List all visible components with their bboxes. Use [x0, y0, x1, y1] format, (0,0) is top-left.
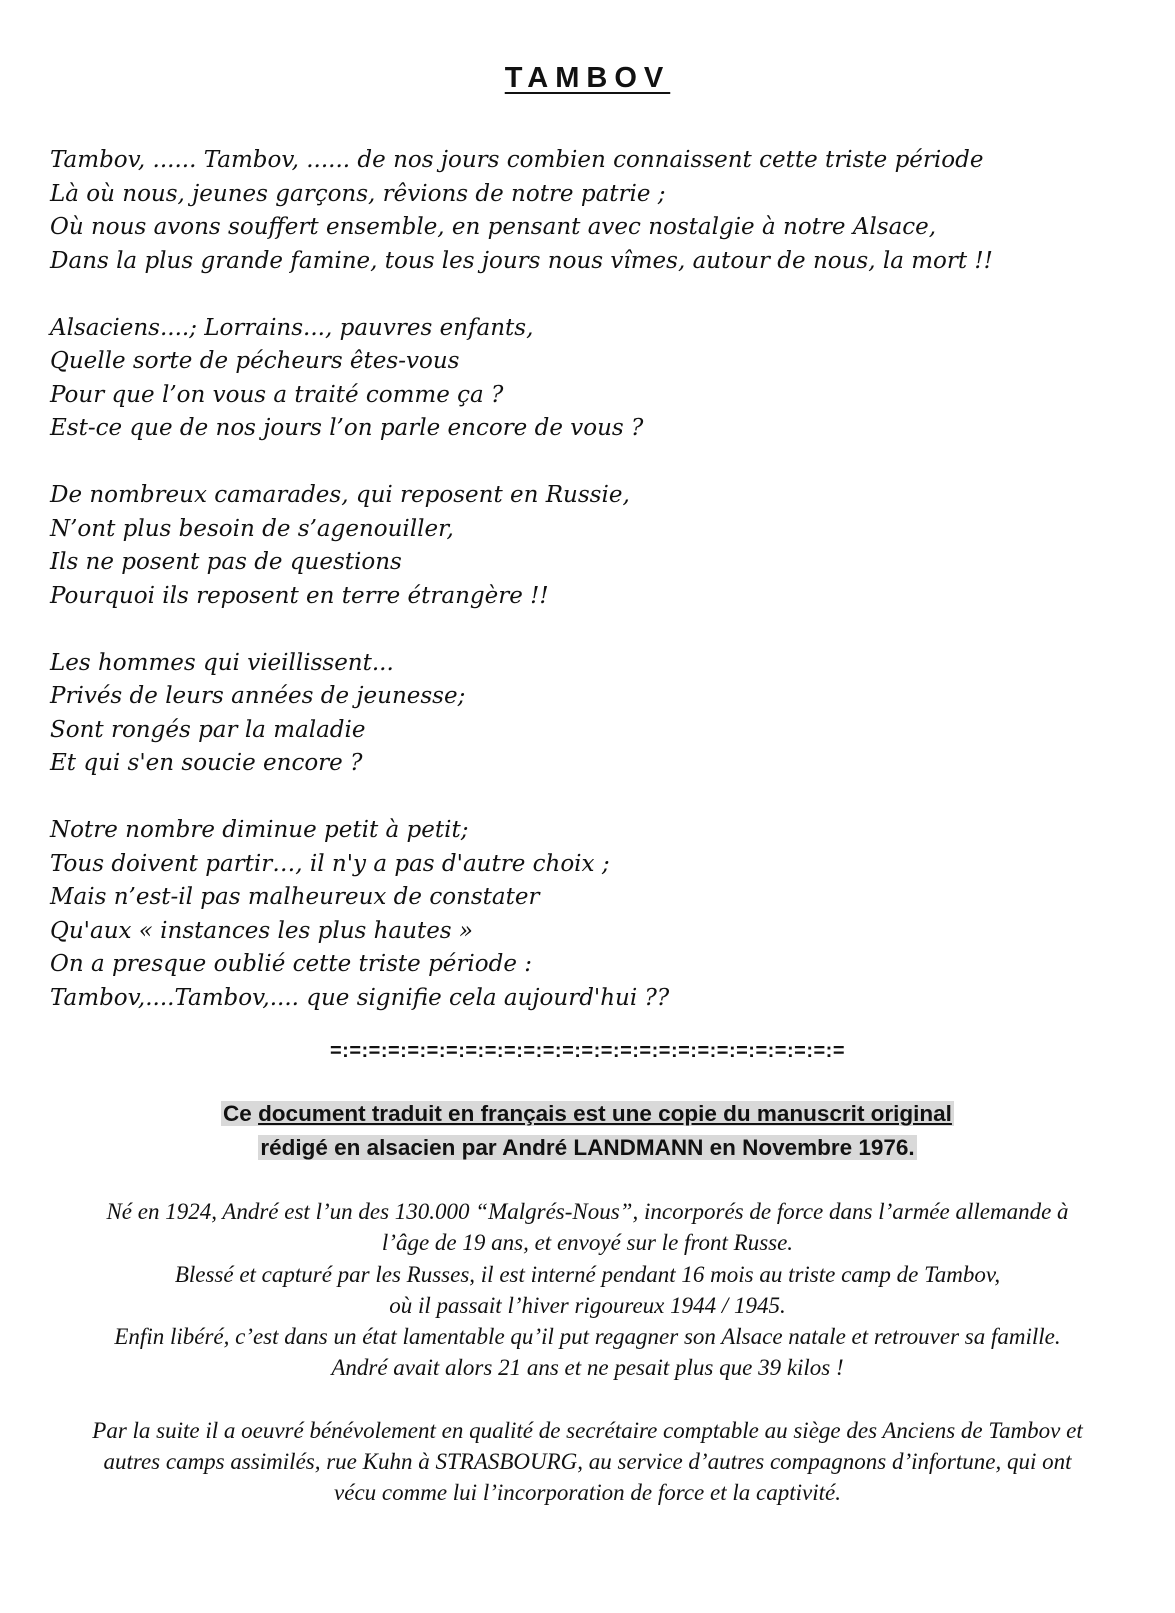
poem-line: Privés de leurs années de jeunesse; [50, 683, 466, 709]
poem-line: Mais n’est-il pas malheureux de constater [50, 884, 540, 910]
bio-line: l’âge de 19 ans, et envoyé sur le front Russe. [381, 1230, 794, 1256]
poem-line: On a presque oublié cette triste période : [50, 951, 533, 977]
poem-line: Sont rongés par la maladie [50, 716, 366, 743]
paragraph-gap [40, 1384, 1135, 1415]
translation-note-line-2 [0, 1131, 1175, 1165]
poem-line: Dans la plus grande famine, tous les jours nous vîmes, autour de nous, la mort !! [50, 247, 993, 274]
poem-line: Les hommes qui vieillissent... [50, 649, 394, 676]
bio-line: André avait alors 21 ans et ne pesait plus que 39 kilos ! [331, 1355, 844, 1381]
bio-line: autres camps assimilés, rue Kuhn à STRASBOURG, au service d’autres compagnons d’infortune, qui ont [103, 1449, 1072, 1475]
translation-note-line-1 [0, 1097, 1175, 1131]
poem-stanza [50, 479, 1150, 613]
poem-line: Ils ne posent pas de questions [50, 549, 402, 575]
bio-line: Né en 1924, André est l’un des 130.000 “Malgrés-Nous”, incorporés de force dans l’armée allemande à [106, 1199, 1069, 1224]
poem-line: Pourquoi ils reposent en terre étrangère !! [50, 582, 549, 609]
highlight [221, 1101, 954, 1126]
poem-stanza [50, 647, 1150, 781]
poem-stanza [50, 312, 1150, 446]
poem [50, 144, 1150, 1049]
biography [40, 1196, 1135, 1509]
poem-line: De nombreux camarades, qui reposent en Russie, [50, 482, 630, 508]
separator: =:=:=:=:=:=:=:=:=:=:=:=:=:=:=:=:=:=:=:=:=:=:=:=:=:=:= [329, 1040, 845, 1062]
page-title: TAMBOV [504, 62, 671, 94]
poem-line: Tambov, ...... Tambov, ...... de nos jours combien connaissent cette triste période [50, 147, 984, 173]
poem-line: N’ont plus besoin de s’agenouiller, [50, 515, 454, 542]
poem-stanza [50, 814, 1150, 1015]
bio-line: où il passait l’hiver rigoureux 1944 / 1945. [389, 1292, 786, 1318]
poem-line: Est-ce que de nos jours l’on parle encore de vous ? [50, 415, 644, 441]
poem-line: Tambov,....Tambov,.... que signifie cela aujourd'hui ?? [50, 984, 670, 1011]
bio-line: Enfin libéré, c’est dans un état lamentable qu’il put regagner son Alsace natale et retrouver sa famille. [114, 1324, 1061, 1350]
poem-line: Pour que l’on vous a traité comme ça ? [50, 381, 504, 408]
poem-line: Quelle sorte de pécheurs êtes-vous [50, 348, 460, 374]
poem-line: Tous doivent partir…, il n'y a pas d'autre choix ; [50, 850, 610, 877]
note-underlined-text: document traduit en français est une copie du manuscrit original [258, 1101, 952, 1126]
note-prefix: Ce [223, 1101, 259, 1126]
poem-line: Notre nombre diminue petit à petit; [50, 817, 469, 843]
poem-line: Qu'aux « instances les plus hautes » [50, 917, 473, 944]
poem-line: Et qui s'en soucie encore ? [50, 750, 363, 776]
bio-line: vécu comme lui l’incorporation de force et la captivité. [334, 1480, 841, 1506]
translation-note [0, 1097, 1175, 1165]
poem-line: Là où nous, jeunes garçons, rêvions de notre patrie ; [50, 180, 666, 207]
highlight: rédigé en alsacien par André LANDMANN en Novembre 1976. [260, 1135, 915, 1160]
poem-line: Où nous avons souffert ensemble, en pensant avec nostalgie à notre Alsace, [50, 214, 937, 240]
bio-line: Par la suite il a oeuvré bénévolement en qualité de secrétaire comptable au siège des Anciens de Tambov et [92, 1417, 1083, 1443]
bio-line: Blessé et capturé par les Russes, il est interné pendant 16 mois au triste camp de Tambov, [174, 1261, 1001, 1287]
poem-stanza [50, 144, 1150, 278]
poem-line: Alsaciens....; Lorrains..., pauvres enfants, [50, 314, 534, 341]
